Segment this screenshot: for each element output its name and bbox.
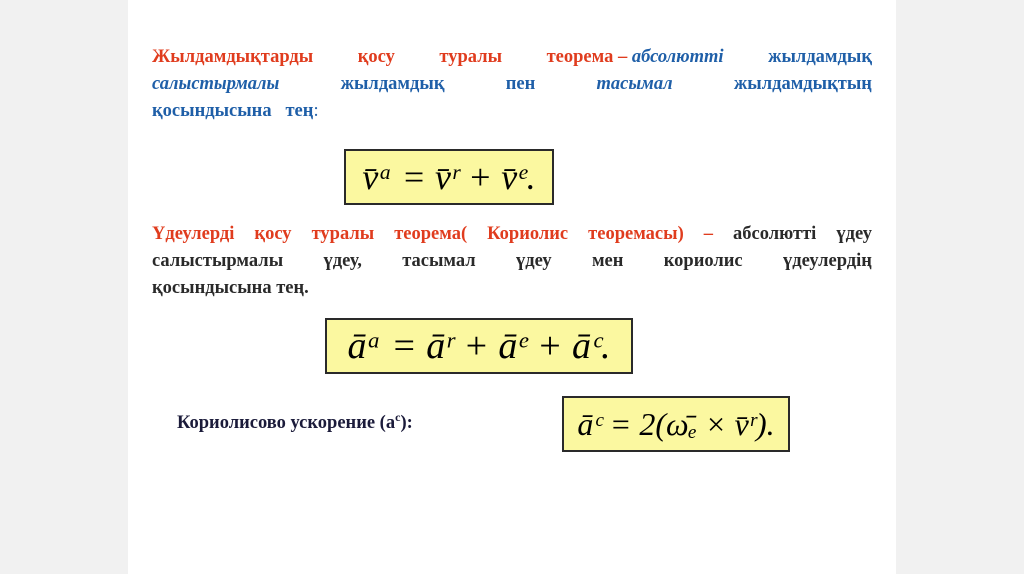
text-line: [152, 221, 872, 248]
word: салыстырмалы: [152, 74, 280, 94]
word: теорема(: [394, 224, 468, 244]
velocity-theorem-text: [152, 44, 872, 125]
word: теорема: [546, 47, 614, 67]
word: қосындысына: [152, 101, 272, 121]
word: қосу: [254, 224, 292, 244]
word: жылдамдық: [768, 47, 872, 67]
label-text: Кориолисово ускорение (: [177, 413, 386, 434]
word: қосу: [357, 47, 395, 67]
word: салыстырмалы: [152, 251, 284, 271]
word-group: [547, 44, 724, 71]
word: тең: [285, 101, 314, 121]
word: тең.: [276, 278, 309, 298]
word: қосындысына: [152, 278, 272, 298]
word: абсолютті: [733, 224, 817, 244]
word: туралы: [439, 47, 503, 67]
coriolis-acceleration-label: [177, 410, 413, 434]
symbol: a: [385, 413, 396, 434]
acceleration-theorem-text: [152, 221, 872, 302]
word: тасымал: [596, 74, 673, 94]
acceleration-addition-formula: āᵃ = āʳ + āᵉ + āᶜ.: [325, 318, 633, 374]
word: үдеу,: [323, 251, 362, 271]
text-line: [152, 98, 872, 125]
word: жылдамдық: [340, 74, 445, 94]
word: мен: [591, 251, 624, 271]
word: –: [703, 224, 713, 244]
text-line: [152, 71, 872, 98]
text-line: [152, 275, 872, 302]
word: абсолютті: [631, 47, 724, 67]
word: үдеу: [516, 251, 552, 271]
word: теоремасы): [588, 224, 684, 244]
text-line: [152, 248, 872, 275]
word: үдеулердің: [782, 251, 872, 271]
word: Үдеулерді: [152, 224, 235, 244]
word: туралы: [311, 224, 375, 244]
word: :: [313, 101, 319, 121]
word: тасымал: [402, 251, 476, 271]
word: Кориолис: [487, 224, 569, 244]
superscript: c: [395, 410, 401, 424]
word: кориолис: [663, 251, 743, 271]
word: жылдамдықтың: [733, 74, 872, 94]
word: пен: [505, 74, 536, 94]
word: үдеу: [836, 224, 872, 244]
text-line: [152, 44, 872, 71]
coriolis-acceleration-formula: āᶜ = 2(ω̄ₑ × v̄ʳ).: [562, 396, 790, 452]
word: –: [617, 47, 628, 67]
velocity-addition-formula: v̄ᵃ = v̄ʳ + v̄ᵉ.: [344, 149, 554, 205]
word: Жылдамдықтарды: [152, 47, 314, 67]
label-close: ):: [400, 413, 413, 434]
